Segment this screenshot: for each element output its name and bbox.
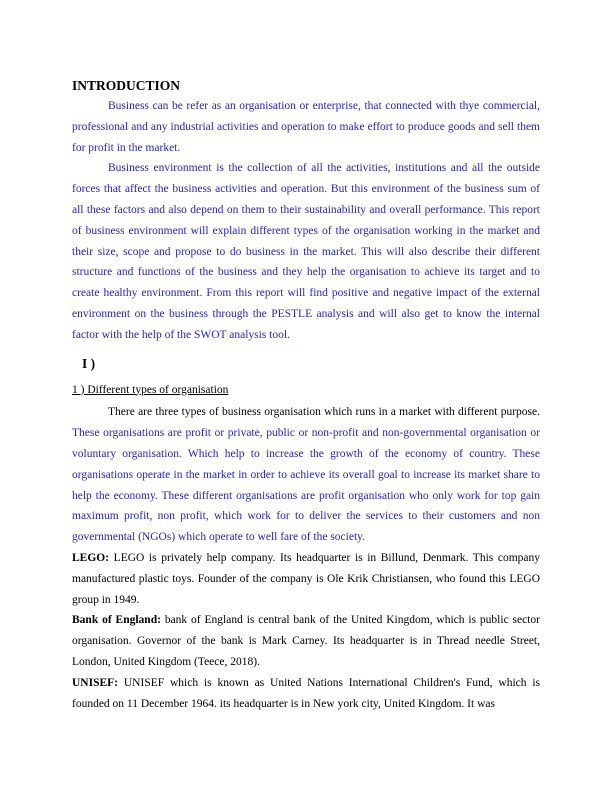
document-body <box>72 76 540 714</box>
organisation-types-intro-sentence: There are three types of business organisation which runs in a market with different purpose. <box>108 406 540 419</box>
unisef-label: UNISEF: <box>72 676 119 689</box>
introduction-heading: INTRODUCTION <box>72 78 181 93</box>
intro-paragraph-2: Business environment is the collection of all the activities, institutions and all the outside forces that affect the business activities and operation. But this environment of the business sum of all these factors and also depend on them to their sustainability and overall performance. This report of business environment will explain different types of the organisation working in the market and their size, scope and propose to do business in the market. This will also describe their different structure and functions of the business and they help the organisation to achieve its target and to create healthy environment. From this report will find positive and negative impact of the external environment on the business through the PESTLE analysis and will also get to know the internal factor with the help of the SWOT analysis tool. <box>72 162 540 341</box>
bank-of-england-label: Bank of England: <box>72 614 161 627</box>
lego-label: LEGO: <box>72 551 110 564</box>
lego-text: LEGO is privately help company. Its headquarter is in Billund, Denmark. This company manufactured plastic toys. Founder of the company is Ole Krik Christiansen, who found this LEGO group in 1949. <box>72 551 541 606</box>
bank-of-england-paragraph <box>72 610 540 672</box>
bank-of-england-text: bank of England is central bank of the United Kingdom, which is public sector organisation. Governor of the bank is Mark Carney. Its headquarter is in Thread needle Street, London, United Kingdom (Teece, 2018). <box>72 614 541 668</box>
section-label: I ) <box>82 355 96 371</box>
unisef-text: UNISEF which is known as United Nations International Children's Fund, which is founded on 11 December 1964. its headquarter is in New york city, United Kingdom. It was <box>72 676 541 710</box>
intro-paragraph-1: Business can be refer as an organisation or enterprise, that connected with thye commercial, professional and any industrial activities and operation to make effort to produce goods and sell them for profit in the market. <box>72 100 540 154</box>
lego-paragraph <box>72 548 540 610</box>
organisation-types-paragraph <box>72 402 540 548</box>
organisation-types-subheading: 1 ) Different types of organisation <box>72 383 229 396</box>
organisation-types-highlighted-text: These organisations are profit or private, public or non-profit and non-governmental organisation or voluntary organisation. Which help to increase the growth of the economy of country. These organisations operate in the market in order to achieve its overall goal to increase its market share to help the economy. These different organisations are profit organisation who only work for top gain maximum profit, non profit, which work for to deliver the services to their customers and non governmental (NGOs) which operate to well fare of the society. <box>72 427 540 544</box>
unisef-paragraph <box>72 673 540 715</box>
